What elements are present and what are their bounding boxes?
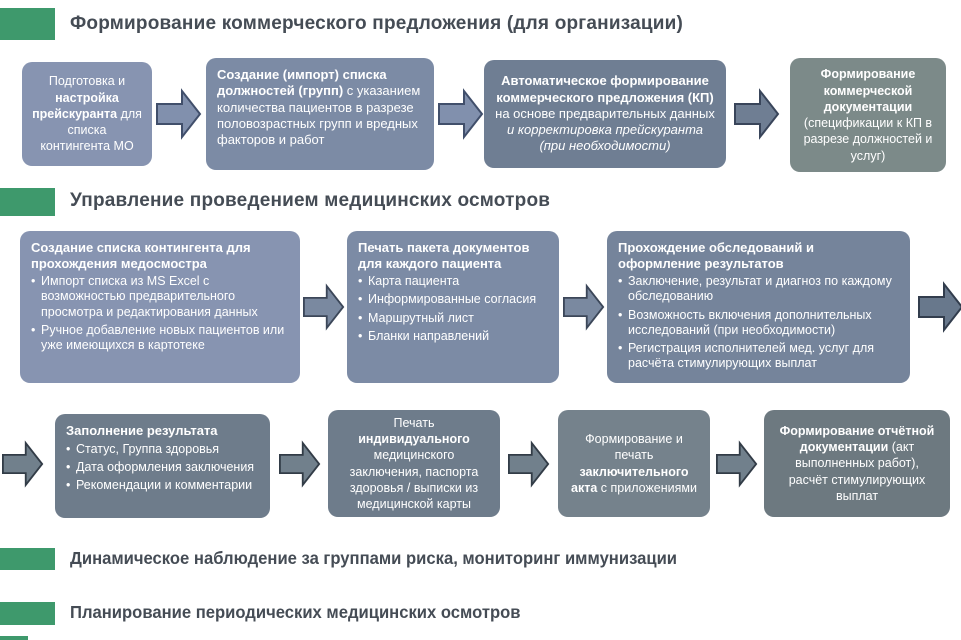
step-bullet-list xyxy=(618,274,899,372)
step-box-contingent-list xyxy=(20,231,300,383)
step-box-print-conclusion xyxy=(328,410,500,517)
bullet-item: • Бланки направлений xyxy=(358,329,548,344)
step-box-print-documents xyxy=(347,231,559,383)
step-bullet-list xyxy=(31,274,289,353)
step-text: Подготовка и настройка прейскуранта для списка контингента МО xyxy=(32,74,142,154)
step-text: Печать индивидуального медицинского заключения, паспорта здоровья / выписки из медицинской карты xyxy=(349,415,479,511)
step-text: Формирование отчётной документации (акт выполненных работ), расчёт стимулирующих выплат xyxy=(779,423,935,503)
bullet-item: • Рекомендации и комментарии xyxy=(66,478,259,493)
step-text: Формирование коммерческой документации (спецификации к КП в разрезе должностей и услуг) xyxy=(803,67,933,163)
step-text: Формирование и печать заключительного акта с приложениями xyxy=(571,432,697,495)
flow-arrow-right-icon xyxy=(303,281,345,333)
section-heading-commercial-offer: Формирование коммерческого предложения (для организации) xyxy=(70,13,684,34)
flow-arrow-right-icon xyxy=(563,281,605,333)
section-marker-icon xyxy=(0,602,55,625)
bullet-item: • Дата оформления заключения xyxy=(66,460,259,475)
flow-arrow-right-icon xyxy=(508,438,550,490)
step-box-report-docs xyxy=(764,410,950,517)
bullet-item: • Регистрация исполнителей мед. услуг для расчёта стимулирующих выплат xyxy=(618,341,899,372)
bullet-item: • Маршрутный лист xyxy=(358,311,548,326)
bullet-item: • Заключение, результат и диагноз по каждому обследованию xyxy=(618,274,899,305)
bullet-item: • Возможность включения дополнительных исследований (при необходимости) xyxy=(618,308,899,339)
step-title: Создание списка контингента для прохождения медосмостра xyxy=(31,240,251,271)
bullet-item: • Информированные согласия xyxy=(358,292,548,307)
bullet-item: • Импорт списка из MS Excel с возможностью предварительного просмотра и редактирования данных xyxy=(31,274,289,320)
flow-arrow-right-icon xyxy=(734,86,780,142)
section-heading-exam-management: Управление проведением медицинских осмотров xyxy=(70,190,551,211)
step-title: Печать пакета документов для каждого пациента xyxy=(358,240,530,271)
section-marker-icon xyxy=(0,188,55,216)
step-title: Заполнение результата xyxy=(66,423,218,438)
step-title: Прохождение обследований и оформление результатов xyxy=(618,240,814,271)
step-box-commercial-docs xyxy=(790,58,946,172)
step-box-exam-results xyxy=(607,231,910,383)
section-marker-icon xyxy=(0,548,55,570)
step-box-pricelist-setup xyxy=(22,62,152,166)
bullet-item: • Статус, Группа здоровья xyxy=(66,442,259,457)
section-marker-icon xyxy=(0,8,55,40)
step-bullet-list xyxy=(66,442,259,494)
section-heading-periodic-planning: Планирование периодических медицинских осмотров xyxy=(70,602,521,622)
flow-arrow-right-icon xyxy=(156,86,202,142)
section-heading-dynamic-monitoring: Динамическое наблюдение за группами риска, мониторинг иммунизации xyxy=(70,548,678,568)
flow-arrow-right-icon xyxy=(438,86,484,142)
flow-arrow-right-edge-icon xyxy=(918,279,961,335)
section-marker-partial-icon xyxy=(0,636,28,640)
bullet-item: • Ручное добавление новых пациентов или уже имеющихся в картотеке xyxy=(31,323,289,354)
flow-arrow-left-edge-icon xyxy=(2,437,44,491)
step-box-fill-result xyxy=(55,414,270,518)
bullet-item: • Карта пациента xyxy=(358,274,548,289)
flow-arrow-right-icon xyxy=(279,438,321,490)
flow-arrow-right-icon xyxy=(716,438,758,490)
step-text: Создание (импорт) списка должностей (групп) с указанием количества пациентов в разрезе половозрастных групп и вредных факторов и работ xyxy=(217,67,421,147)
step-text: Автоматическое формирование коммерческого предложения (КП) на основе предварительных данных и корректировка прейскуранта (при необходимости) xyxy=(495,73,715,154)
step-box-auto-offer xyxy=(484,60,726,168)
step-bullet-list xyxy=(358,274,548,344)
step-box-final-act xyxy=(558,410,710,517)
step-box-positions-import xyxy=(206,58,434,170)
